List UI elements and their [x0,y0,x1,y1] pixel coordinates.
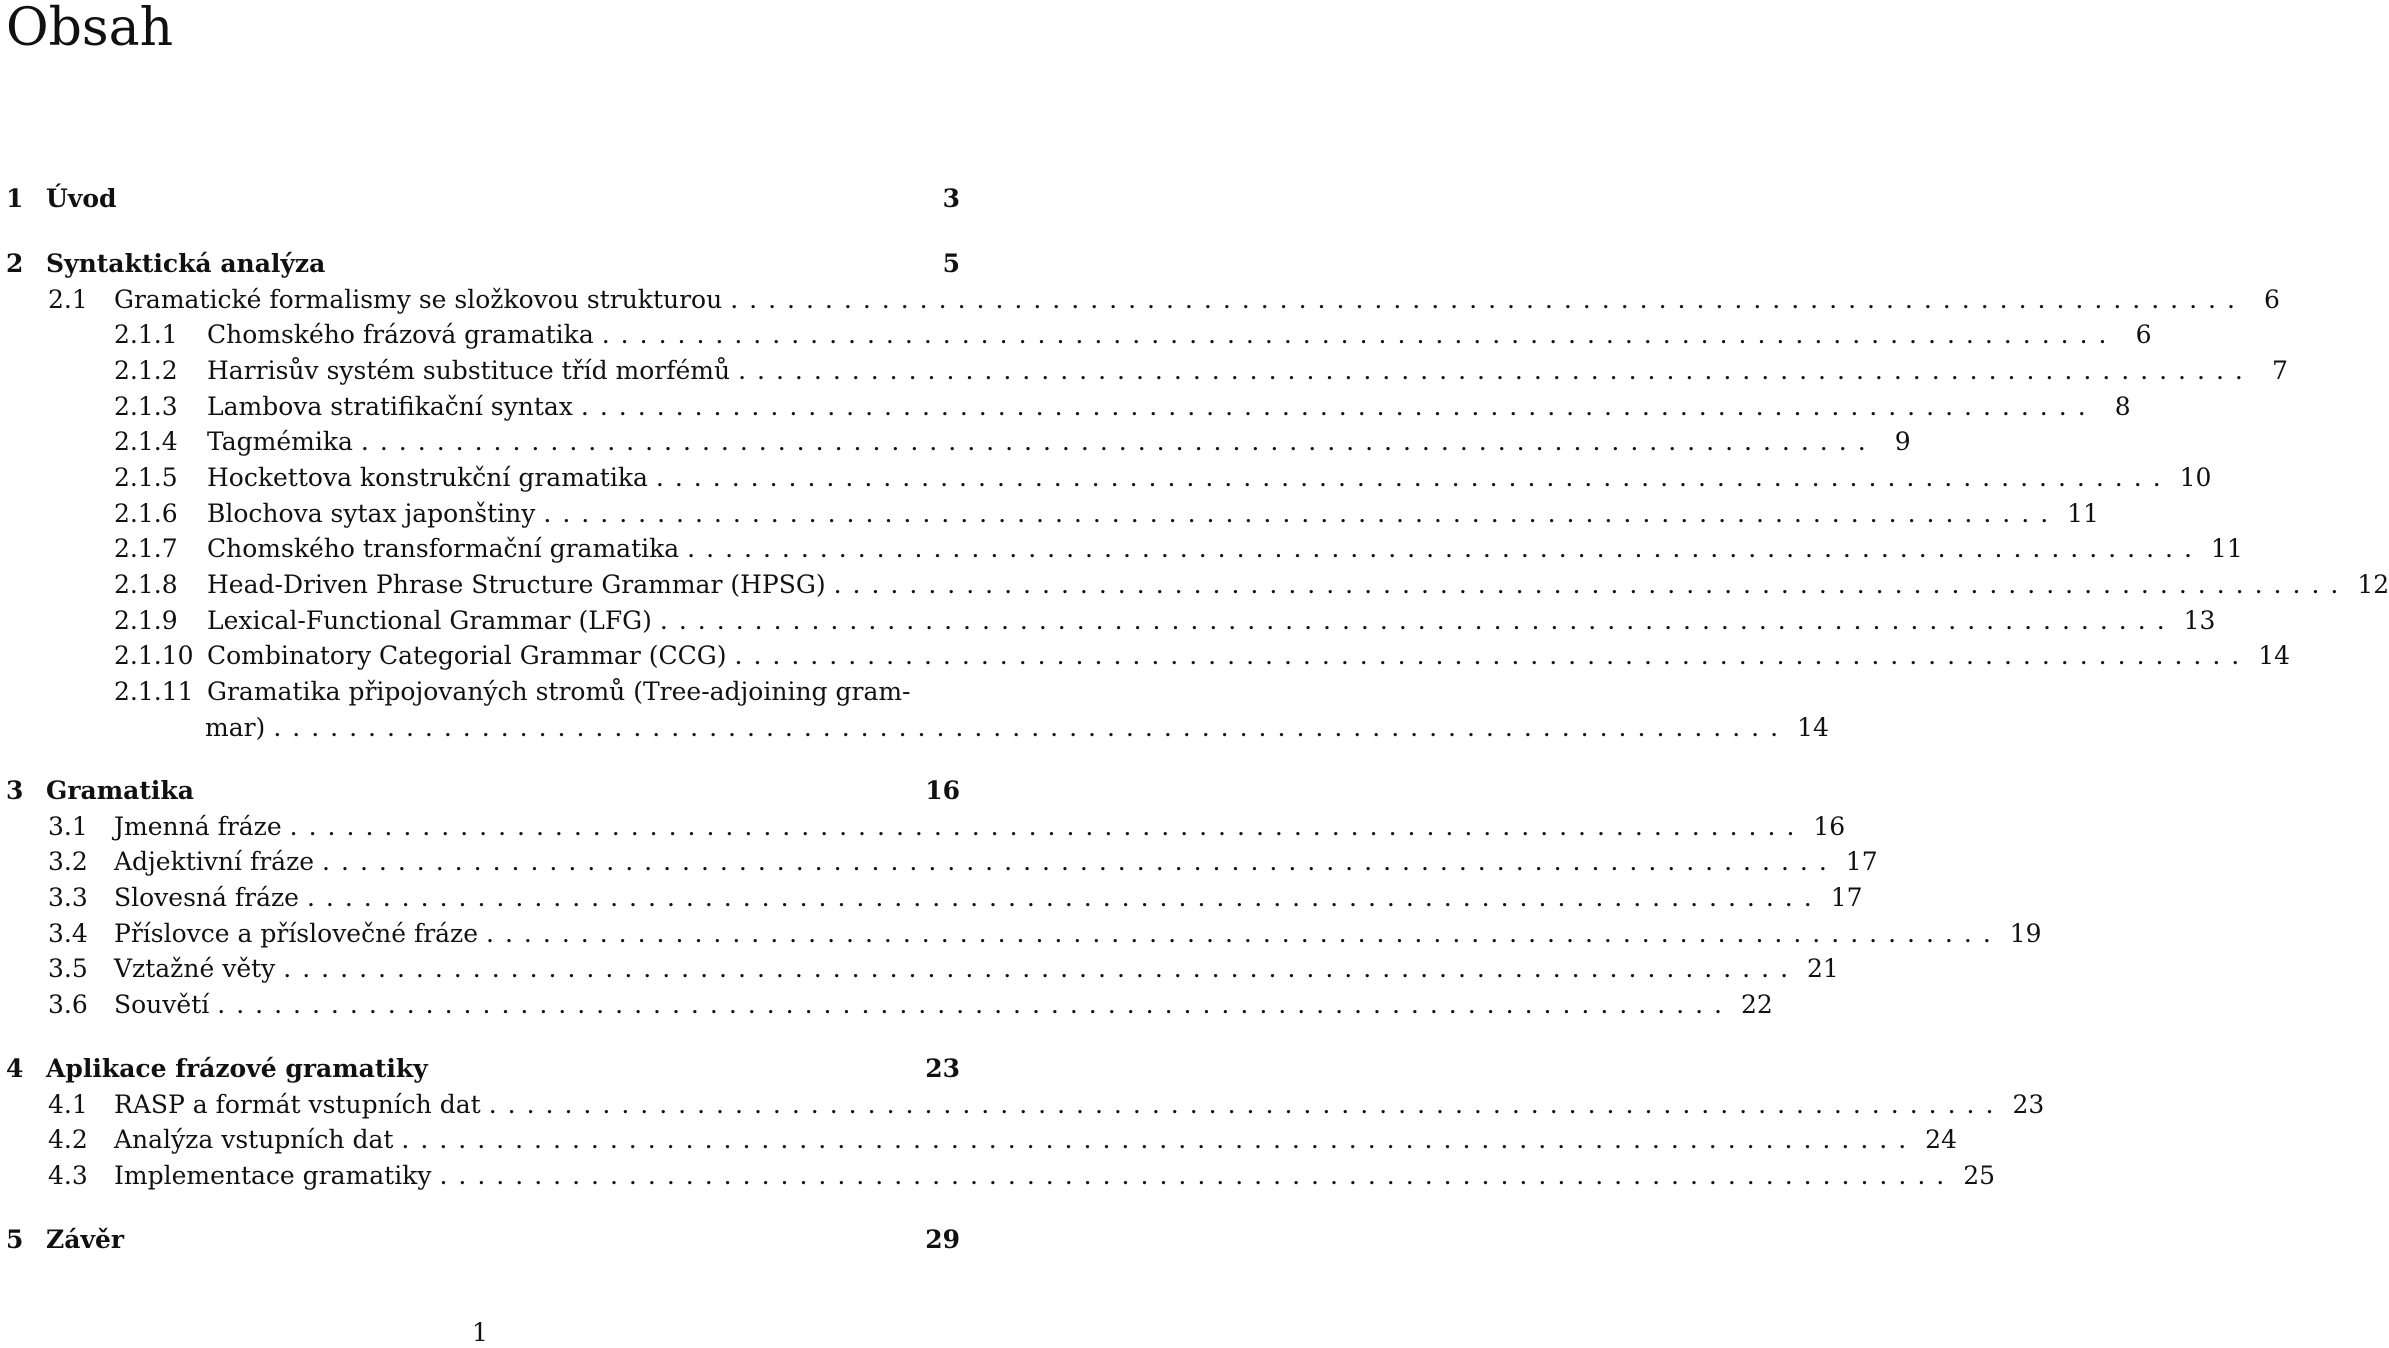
dot-leader: ................................................................................ [734,641,2251,670]
toc-number: 2 [6,249,24,278]
toc-page: 17 [1845,847,1878,876]
toc-title: Analýza vstupních dat [114,1125,394,1154]
toc-title: Závěr [46,1225,125,1254]
toc-page: 11 [2210,534,2243,563]
toc-page: 13 [2183,606,2216,635]
toc-title: Gramatika připojovaných stromů (Tree-adjoining gram- [207,677,911,706]
toc-subsection-2-1-6[interactable] [6,497,2099,531]
toc-chapter-3[interactable] [6,774,960,808]
page-title: Obsah [6,0,174,58]
toc-page: 25 [1963,1161,1996,1190]
toc-title: Combinatory Categorial Grammar (CCG) [207,641,727,670]
toc-number: 2.1.5 [114,463,178,492]
toc-number: 2.1.3 [114,392,178,421]
toc-section-3-5[interactable] [6,952,1839,986]
toc-page: 14 [2258,641,2291,670]
toc-page: 5 [942,249,960,278]
toc-chapter-1[interactable] [6,182,960,216]
toc-number: 2.1.8 [114,570,178,599]
dot-leader: ................................................................................ [687,534,2203,563]
toc-chapter-4[interactable] [6,1052,960,1086]
toc-page: 11 [2067,499,2099,528]
toc-title: Hockettova konstrukční gramatika [207,463,648,492]
page-number: 1 [472,1318,488,1347]
toc-section-3-1[interactable] [6,810,1846,844]
dot-leader: ................................................................................ [306,883,1823,912]
dot-leader: ................................................................................ [543,499,2060,528]
toc-page: 10 [2179,463,2212,492]
toc-page: 23 [925,1054,960,1083]
toc-title: Implementace gramatiky [114,1161,432,1190]
toc-page: 29 [925,1225,960,1254]
toc-section-4-1[interactable] [6,1088,2045,1122]
toc-subsection-2-1-2[interactable] [6,354,2288,388]
toc-section-4-3[interactable] [6,1159,1996,1193]
toc-number: 3.2 [48,847,88,876]
toc-number: 4.2 [48,1125,88,1154]
toc-page: 8 [2114,392,2131,421]
dot-leader: ................................................................................ [655,463,2172,492]
toc-section-3-3[interactable] [6,881,1863,915]
toc-title: Lexical-Functional Grammar (LFG) [207,606,652,635]
toc-title: Gramatika [46,776,194,805]
toc-title: Chomského frázová gramatika [207,320,594,349]
dot-leader: ................................................................................ [738,356,2254,385]
toc-page: 7 [2271,356,2288,385]
toc-number: 3.6 [48,990,88,1019]
dot-leader: ................................................................................ [360,427,1877,456]
toc-subsection-2-1-5[interactable] [6,461,2212,495]
toc-title: Tagmémika [207,427,353,456]
toc-title: Příslovce a příslovečné fráze [114,919,479,948]
toc-number: 2.1.4 [114,427,178,456]
toc-title-continued: mar) [205,713,266,742]
toc-page: 14 [1797,713,1829,742]
toc-page: 22 [1741,990,1773,1019]
toc-subsection-2-1-7[interactable] [6,532,2243,566]
toc-number: 2.1.10 [114,641,194,670]
toc-section-2-1[interactable] [6,283,2280,317]
toc-subsection-2-1-11[interactable] [6,675,960,709]
toc-number: 3.4 [48,919,88,948]
toc-number: 2.1.9 [114,606,178,635]
toc-title: Chomského transformační gramatika [207,534,680,563]
toc-number: 3.5 [48,954,88,983]
toc-number: 3.1 [48,812,88,841]
toc-section-3-6[interactable] [6,988,1773,1022]
toc-number: 2.1.6 [114,499,178,528]
toc-chapter-2[interactable] [6,247,960,281]
toc-section-3-2[interactable] [6,845,1878,879]
toc-title: Blochova sytax japonštiny [207,499,536,528]
dot-leader: ................................................................................ [289,812,1806,841]
dot-leader: ................................................................................ [283,954,1800,983]
toc-number: 5 [6,1225,24,1254]
dot-leader: ................................................................................ [217,990,1733,1019]
toc-title: Jmenná fráze [114,812,282,841]
toc-subsection-2-1-4[interactable] [6,425,1911,459]
toc-title: Souvětí [114,990,210,1019]
table-of-contents [6,0,2389,1300]
dot-leader: ................................................................................ [486,919,2002,948]
dot-leader: ................................................................................ [601,320,2118,349]
toc-number: 2.1.2 [114,356,178,385]
dot-leader: ................................................................................ [833,570,2350,599]
toc-page: 6 [2264,285,2280,314]
toc-section-4-2[interactable] [6,1123,1957,1157]
toc-page: 17 [1830,883,1863,912]
toc-title: RASP a formát vstupních dat [114,1090,481,1119]
toc-subsection-2-1-9[interactable] [6,604,2216,638]
toc-title: Adjektivní fráze [114,847,315,876]
dot-leader: ................................................................................ [401,1125,1918,1154]
toc-number: 4.1 [48,1090,88,1119]
toc-title: Head-Driven Phrase Structure Grammar (HPSG) [207,570,826,599]
toc-title: Lambova stratifikační syntax [207,392,573,421]
toc-subsection-2-1-8[interactable] [6,568,2389,602]
toc-title: Aplikace frázové gramatiky [46,1054,428,1083]
toc-number: 3 [6,776,24,805]
toc-subsection-2-1-3[interactable] [6,390,2131,424]
toc-subsection-2-1-1[interactable] [6,318,2152,352]
toc-title: Gramatické formalismy se složkovou strukturou [114,285,723,314]
toc-number: 2.1 [48,285,88,314]
toc-title: Vztažné věty [114,954,276,983]
toc-number: 2.1.7 [114,534,178,563]
toc-page: 12 [2357,570,2389,599]
dot-leader: ................................................................................ [322,847,1838,876]
dot-leader: ................................................................................ [488,1090,2005,1119]
toc-title: Harrisův systém substituce tříd morfémů [207,356,731,385]
toc-number: 3.3 [48,883,88,912]
toc-section-3-4[interactable] [6,917,2042,951]
toc-title: Syntaktická analýza [46,249,326,278]
dot-leader: ................................................................................ [730,285,2246,314]
toc-page: 21 [1807,954,1839,983]
toc-chapter-5[interactable] [6,1223,960,1257]
toc-page: 23 [2012,1090,2045,1119]
toc-page: 3 [942,184,960,213]
toc-page: 16 [925,776,960,805]
dot-leader: ................................................................................ [273,713,1790,742]
toc-number: 4 [6,1054,24,1083]
toc-title: Úvod [46,184,117,213]
toc-page: 19 [2009,919,2042,948]
toc-page: 9 [1894,427,1911,456]
toc-number: 2.1.1 [114,320,178,349]
toc-subsection-2-1-11-continued[interactable] [205,711,1829,745]
dot-leader: ................................................................................ [580,392,2097,421]
dot-leader: ................................................................................ [659,606,2176,635]
toc-page: 16 [1813,812,1846,841]
toc-subsection-2-1-10[interactable] [6,639,2291,673]
toc-page: 24 [1925,1125,1957,1154]
toc-page: 6 [2135,320,2152,349]
toc-number: 4.3 [48,1161,88,1190]
toc-number: 1 [6,184,24,213]
toc-title: Slovesná fráze [114,883,299,912]
dot-leader: ................................................................................ [439,1161,1956,1190]
toc-number: 2.1.11 [114,677,194,706]
